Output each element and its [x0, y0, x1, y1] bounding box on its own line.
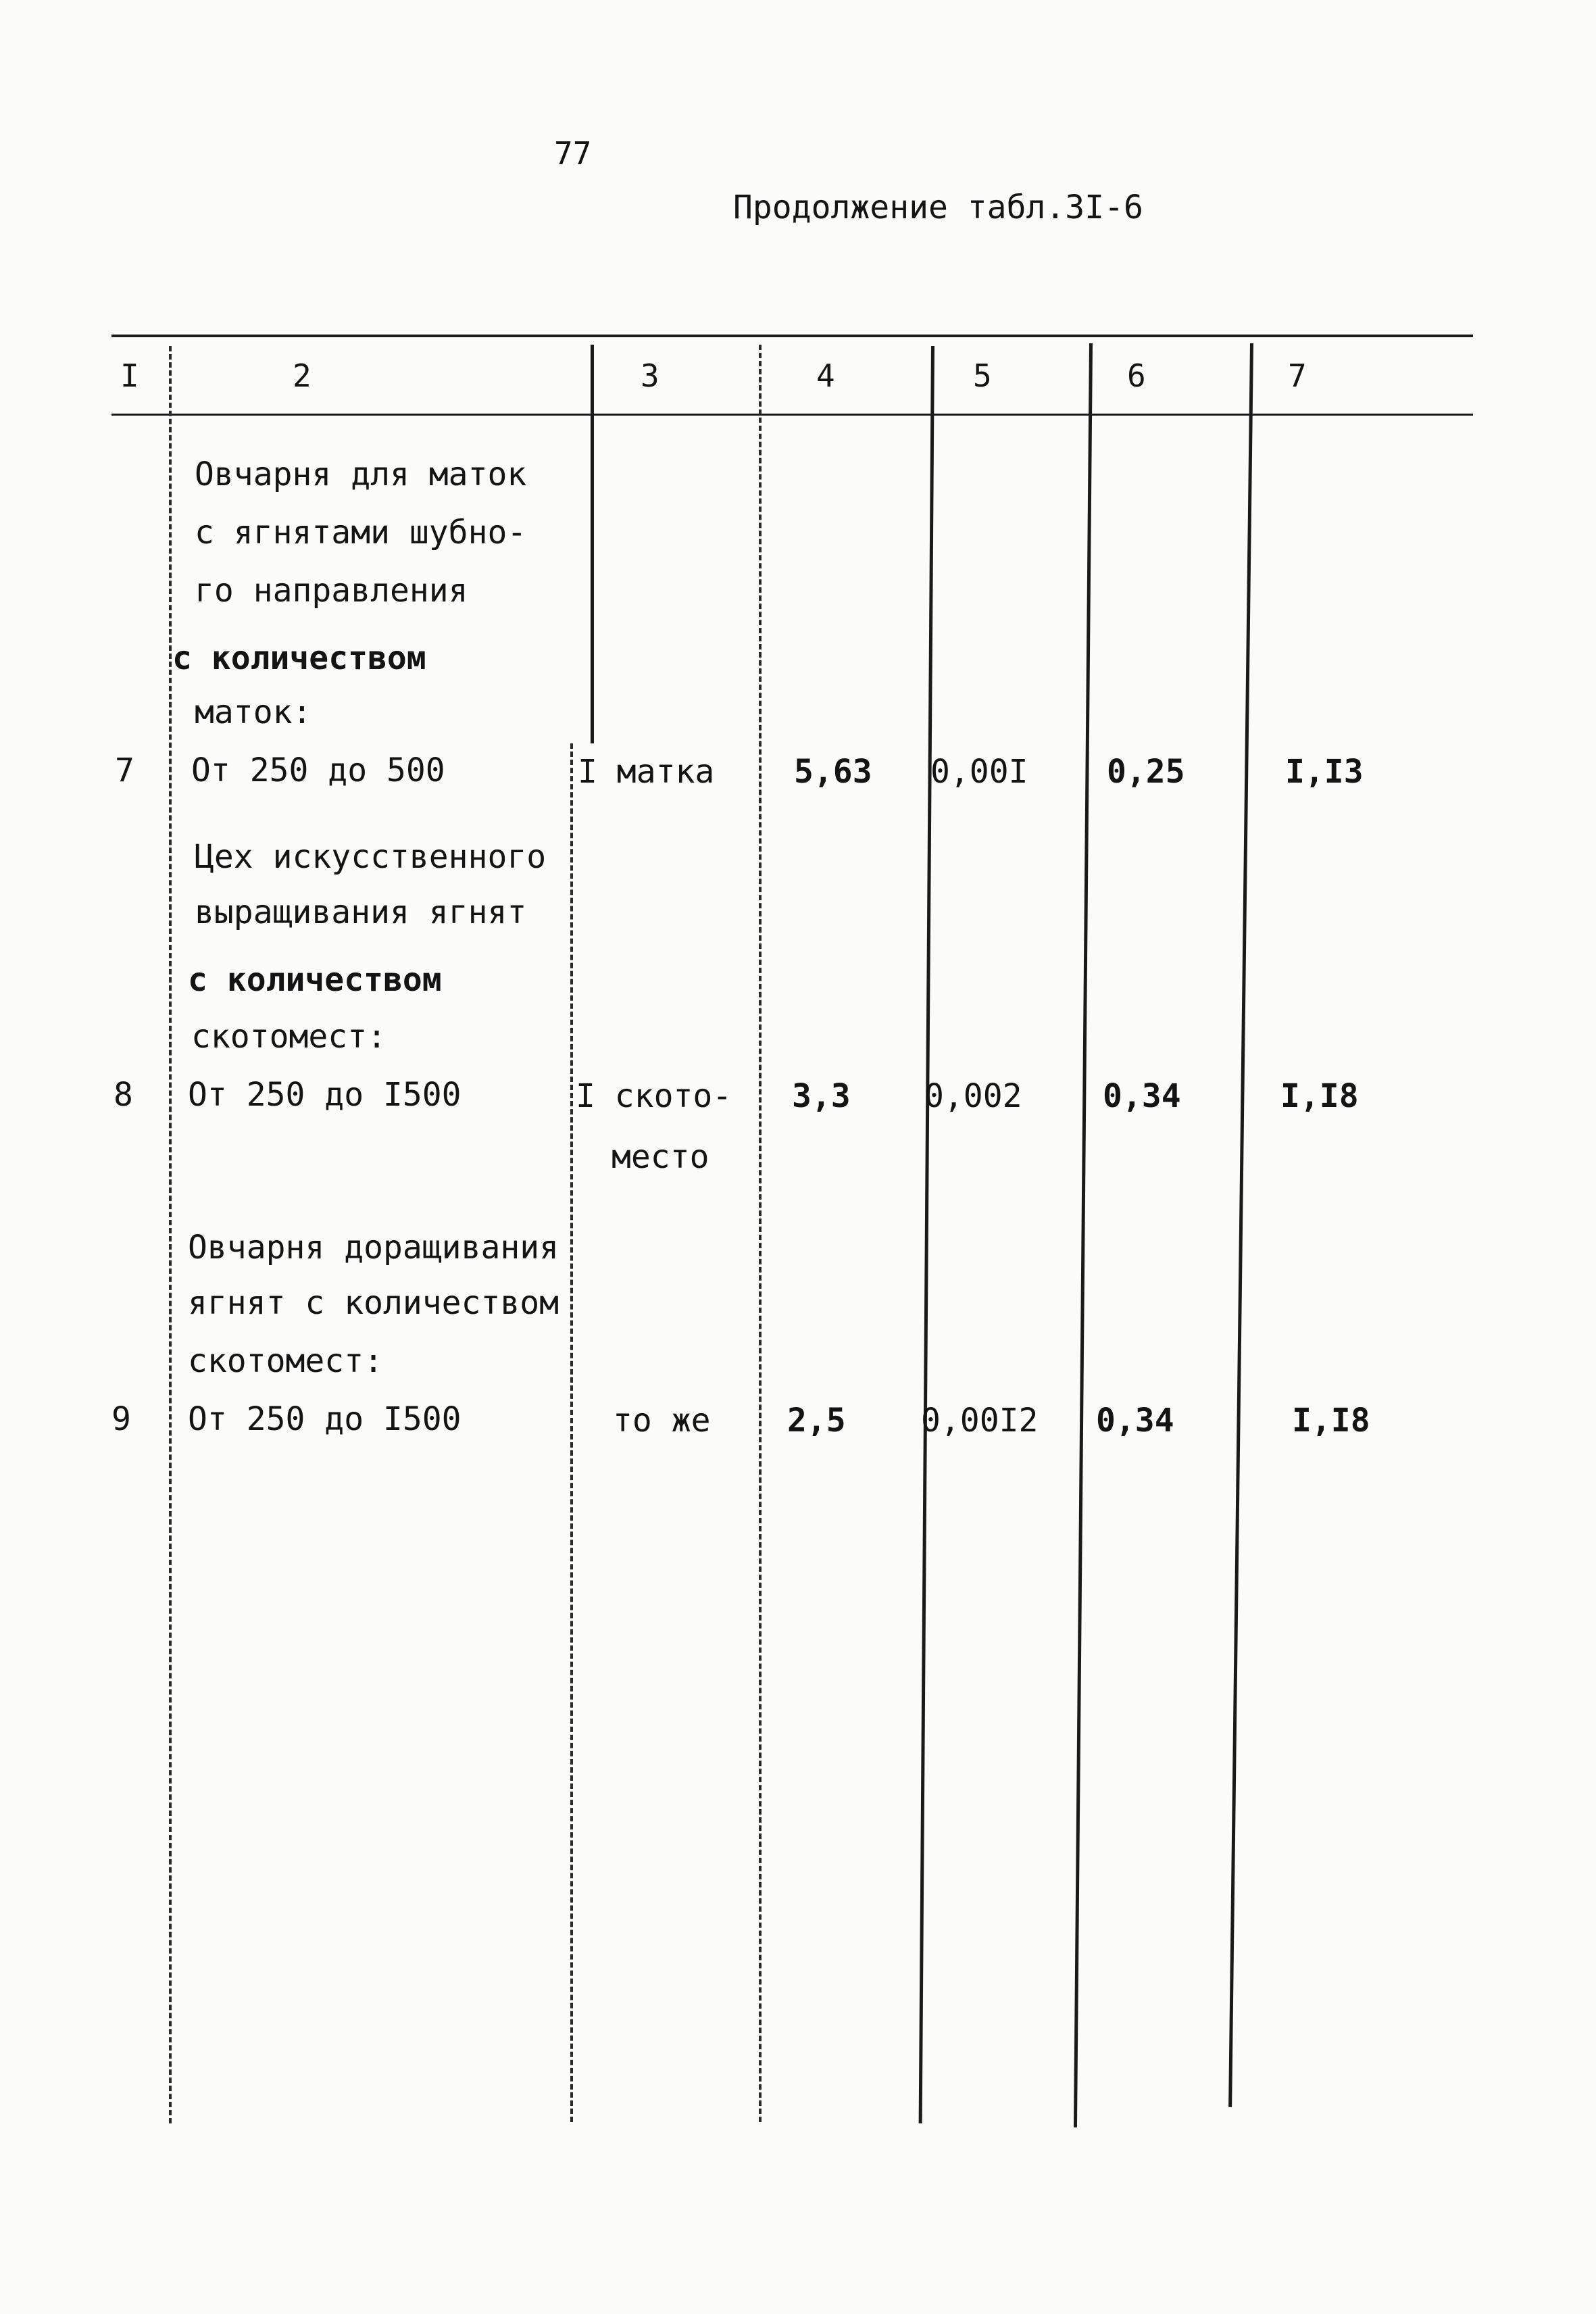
row-desc-line: От 250 до I500 [188, 1400, 462, 1438]
row-number: 8 [114, 1076, 133, 1114]
row-value-col6: 0,34 [1096, 1402, 1174, 1439]
row-unit: то же [613, 1402, 711, 1439]
header-cell-5: 5 [973, 358, 992, 394]
row-value-col4: 5,63 [794, 753, 872, 791]
row-desc-line: Цех искусственного [195, 838, 547, 876]
row-desc-line: выращивания ягнят [195, 893, 527, 931]
column-divider-5 [1074, 343, 1093, 2127]
row-desc-line: Овчарня доращивания [188, 1229, 559, 1266]
header-cell-1: I [120, 358, 139, 394]
row-desc-line: Овчарня для маток [195, 456, 527, 493]
row-desc-line: го направления [195, 572, 468, 610]
row-value-col4: 2,5 [787, 1402, 846, 1439]
page-number: 77 [554, 135, 592, 172]
column-divider-1 [169, 346, 172, 2123]
header-cell-3: 3 [641, 358, 659, 394]
header-cell-2: 2 [293, 358, 311, 394]
row-value-col7: I,I8 [1280, 1077, 1359, 1115]
row-unit: I ското- [576, 1077, 732, 1115]
column-divider-4 [919, 346, 934, 2123]
row-desc-line: ягнят с количеством [188, 1284, 559, 1322]
row-value-col5: 0,002 [924, 1077, 1022, 1115]
column-divider-3 [759, 345, 762, 2122]
table-top-rule [111, 335, 1473, 337]
row-unit: место [612, 1138, 709, 1176]
row-desc-line: скотомест: [191, 1018, 386, 1056]
row-desc-line: От 250 до I500 [188, 1076, 462, 1114]
row-value-col5: 0,00I [930, 753, 1028, 791]
row-desc-line: с количеством [188, 961, 442, 999]
row-desc-line: маток: [195, 693, 312, 731]
table-header-rule [111, 414, 1473, 416]
row-number: 7 [115, 752, 134, 789]
column-divider-2b [570, 743, 573, 2122]
row-desc-line: скотомест: [188, 1342, 383, 1380]
row-unit: I матка [578, 753, 715, 791]
row-value-col7: I,I8 [1292, 1402, 1370, 1439]
header-cell-4: 4 [816, 358, 835, 394]
column-divider-6 [1228, 343, 1253, 2107]
row-number: 9 [111, 1400, 131, 1438]
row-value-col6: 0,34 [1103, 1077, 1181, 1115]
row-desc-line: От 250 до 500 [191, 752, 445, 789]
table-caption: Продолжение табл.3I-6 [733, 189, 1143, 226]
row-value-col6: 0,25 [1107, 753, 1185, 791]
header-cell-7: 7 [1288, 358, 1307, 394]
row-value-col4: 3,3 [792, 1077, 851, 1115]
column-divider-2a [591, 345, 594, 743]
row-desc-line: с ягнятами шубно- [195, 514, 527, 551]
row-value-col5: 0,00I2 [921, 1402, 1039, 1439]
row-value-col7: I,I3 [1285, 753, 1364, 791]
header-cell-6: 6 [1127, 358, 1146, 394]
row-desc-line: с количеством [172, 639, 426, 677]
